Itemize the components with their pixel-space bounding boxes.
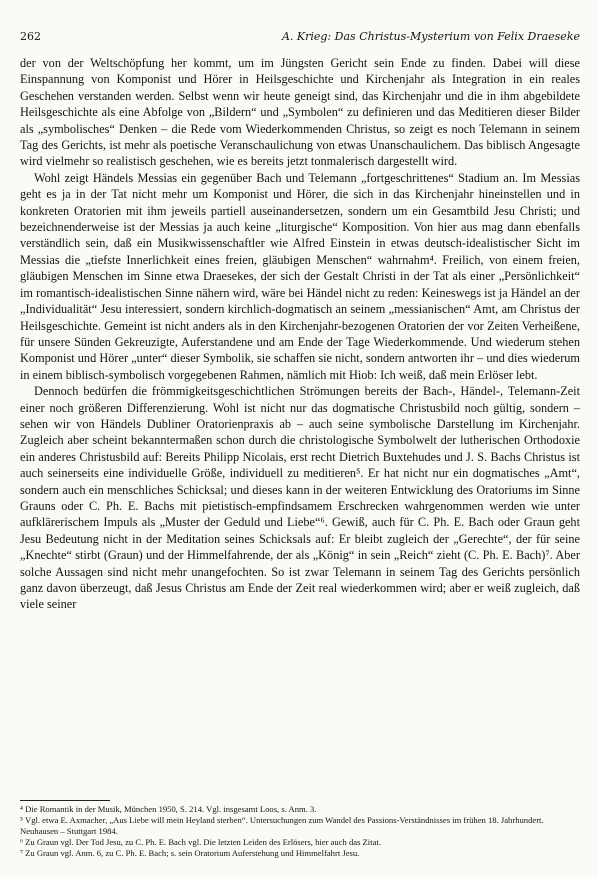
page-header [20, 30, 580, 43]
page [20, 30, 580, 613]
paragraph-2: Wohl zeigt Händels Messias ein gegenüber Bach und Telemann „fortgeschrittenes“ Stadium an. Im Messias geht es ja in der Tat nicht mehr um Komponist und Hörer, die sich in das Kirchenjahr hineinstellen und in konkreten Oratorien mit ihm jeweils partiell auseinandersetzen, sondern um ein Gesamtbild Jesu Christi; und bezeichnenderweise ist der Messias ja auch keine „liturgische“ Komposition. Von hier aus mag dann ebenfalls verständlich sein, daß ein Musikwissenschaftler wie Alfred Einstein in etwas deutsch-idealistischer Sicht im Messias die „tiefste Innerlichkeit eines freien, gläubigen Menschen“ wahrnahm⁴. Freilich, von einem freien, gläubigen Menschen im Sinne etwa Draesekes, der sich der Gestalt Christi in der Tat als einer „Persönlichkeit“ im romantisch-idealistischen Sinne nähern wird, wäre bei Händel nicht zu reden: Keineswegs ist ja Händel an der „Individualität“ Jesu interessiert, sondern kirchlich-dogmatisch an seinem „messianischen“ Amt, am Christus der Heilsgeschichte. Gemeint ist nicht anders als in den Kirchenjahr-bezogenen Oratorien der vor Zeiten Verheißene, für unsere Sünden Gekreuzigte, Auferstandene und am Ende der Tage Wiederkommende. Und wiederum stehen Komponist und Hörer „unter“ dieser Symbolik, sie schaffen sie nicht, sondern antworten ihr – und dies wiederum in einem biblisch-symbolisch vorgegebenen Rahmen, nämlich mit Hiob: Ich weiß, daß mein Erlöser lebt. [20, 170, 580, 382]
footnote-6: ⁶ Zu Graun vgl. Der Tod Jesu, zu C. Ph. E. Bach vgl. Die letzten Leiden des Erlösers, hier auch das Zitat. [20, 837, 381, 847]
footnote-rule [20, 800, 110, 801]
running-title: A. Krieg: Das Christus-Mysterium von Felix Draeseke [281, 30, 580, 43]
footnotes [20, 800, 580, 859]
footnote-7: ⁷ Zu Graun vgl. Anm. 6, zu C. Ph. E. Bach; s. sein Oratorium Auferstehung und Himmelfahrt Jesu. [20, 848, 360, 858]
page-number: 262 [20, 30, 41, 43]
paragraph-1: der von der Weltschöpfung her kommt, um im Jüngsten Gericht sein Ende zu finden. Dabei will diese Einspannung von Komponist und Hörer in Heilsgeschichte und Kirchenjahr als Integration in ein reales Geschehen verstanden werden. Selbst wenn wir heute geneigt sind, das Kirchenjahr und die in ihm abgebildete Heilsgeschichte als eine Abfolge von „Bildern“ und „Symbolen“ zu definieren und das Meditieren dieser Bilder als „symbolisches“ Denken – die Rede vom Wiederkommenden Christus, so zeigt es noch Telemann in seinem Tag des Gerichts, ist mehr als poetische Veranschaulichung von etwas Unanschaulichem. Das biblisch Angesagte wird vielmehr so realistisch geschehen, wie es bereits jetzt tonmalerisch dargestellt wird. [20, 56, 580, 169]
paragraph-3: Dennoch bedürfen die frömmigkeitsgeschichtlichen Strömungen bereits der Bach-, Händel-, Telemann-Zeit einer noch größeren Differenzierung. Wohl ist nicht nur das dogmatische Christusbild noch gültig, sondern – sehen wir von Händels Dubliner Oratorienpraxis ab – auch seine symbolische Darstellung im Kirchenjahr. Zugleich aber scheint bekanntermaßen schon durch die christologische Symbolwelt der lutherischen Orthodoxie ein anderes Christusbild auf: Bereits Philipp Nicolais, erst recht Dietrich Buxtehudes und J. S. Bachs Christus ist auch seinerseits eine individuelle Größe, individuell zu meditieren⁵. Er hat nicht nur ein dogmatisches „Amt“, sondern auch ein menschliches Schicksal; und dieses kann in der weiteren Entwicklung des Oratoriums im Sinne Grauns oder C. Ph. E. Bachs mit pietistisch-empfindsamem Erschrecken wahrgenommen werden wie unter aufklärerischem Impuls als „Muster der Geduld und Liebe“⁶. Gewiß, auch für C. Ph. E. Bach oder Graun geht Jesu Bedeutung nicht in der Meditation seines Schicksals auf: Er bleibt zugleich der „Gerechte“, der für seine „Knechte“ stirbt (Graun) und der Himmelfahrende, der als „König“ in sein „Reich“ zieht (C. Ph. E. Bach)⁷. Aber solche Aussagen sind nicht mehr unangefochten. So ist zwar Telemann in seinem Tag des Gerichts persönlich ganz davon überzeugt, daß Jesus Christus am Ende der Zeit real wiederkommen wird; aber er weiß zugleich, daß viele seiner [20, 384, 580, 612]
footnote-4: ⁴ Die Romantik in der Musik, München 1950, S. 214. Vgl. insgesamt Loos, s. Anm. 3. [20, 804, 317, 814]
body-text [20, 55, 580, 613]
footnote-5: ⁵ Vgl. etwa E. Axmacher, „Aus Liebe will mein Heyland sterben“. Untersuchungen zum Wandel des Passions-Verständnisses im frühen 18. Jahrhundert. Neuhausen – Stuttgart 1984. [20, 815, 544, 836]
